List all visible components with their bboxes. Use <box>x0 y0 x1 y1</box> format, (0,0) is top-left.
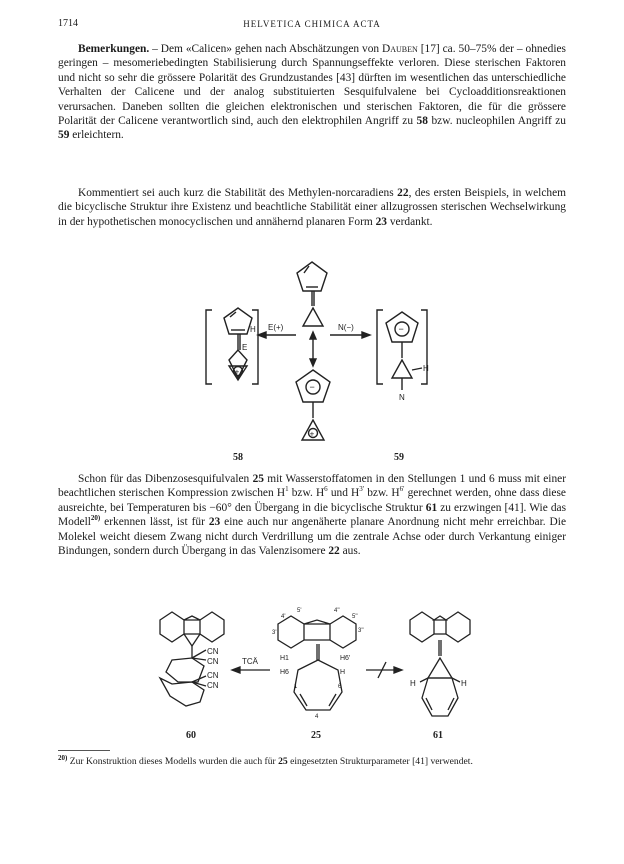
running-header <box>58 18 566 32</box>
cn-group: CN <box>207 681 219 690</box>
compound-ref: 23 <box>208 516 221 529</box>
hydrogen-label: H <box>340 669 346 676</box>
reaction-scheme-calicene <box>0 250 624 465</box>
footnote-mark: 20) <box>90 514 101 523</box>
position-label: 5'' <box>352 614 358 620</box>
cn-group: CN <box>207 657 219 666</box>
text-run: verdankt. <box>386 215 433 228</box>
compound-ref: 58 <box>416 115 428 128</box>
atom-h: H <box>423 364 429 373</box>
label-59: 59 <box>394 452 404 463</box>
label-58: 58 <box>233 452 243 463</box>
superscript: 6' <box>399 485 405 494</box>
text-run: erkennen lässt, ist für <box>100 516 209 529</box>
position-label: 1 <box>294 684 298 690</box>
superscript: 6 <box>324 485 328 494</box>
central-calicene <box>297 262 327 326</box>
compound-ref: 22 <box>328 545 340 558</box>
arrow-label-e: E(+) <box>268 323 284 332</box>
atom-h: H <box>410 679 416 688</box>
text-run: bzw. H <box>288 487 325 500</box>
position-label: 5' <box>297 608 302 614</box>
plus-charge: + <box>309 429 315 439</box>
text-run: Kommentiert sei auch kurz die Stabilität des Methylen-norcaradiens <box>78 187 398 199</box>
minus-charge: − <box>309 382 315 392</box>
text-run: zu erzwingen [41]. Wie das Modell <box>58 501 566 529</box>
zwitterion-form <box>296 370 330 440</box>
resonance-arrow <box>310 332 316 366</box>
electrophile-arrow <box>258 323 296 338</box>
atom-h: H <box>250 325 256 334</box>
structure-25 <box>272 608 364 720</box>
minus-charge: − <box>398 324 404 334</box>
atom-e: E <box>242 343 248 352</box>
structure-60 <box>160 612 224 706</box>
paragraph-norcaradien <box>58 186 566 229</box>
hydrogen-label: H6 <box>280 669 289 676</box>
text-run: bzw. H <box>364 487 400 500</box>
text-run: aus. <box>339 545 361 558</box>
reaction-scheme-dibenzo <box>0 598 624 746</box>
paragraph-bemerkungen <box>58 42 566 143</box>
text-run: , des ersten Beispiels, in welchem die bicyclische Struktur ihre Existenz und beachtliche Stabilität einer allzugrossen sterischen Wechselwirkung in der hypothetischen monocyclischen und annähernd planaren Form <box>58 187 566 228</box>
atom-n: N <box>399 393 405 402</box>
position-label: 4' <box>281 614 286 620</box>
text-run: und H <box>327 487 360 500</box>
atom-h: H <box>461 679 467 688</box>
compound-ref: 25 <box>278 756 288 767</box>
text-run: erleichtern. <box>69 129 124 142</box>
journal-title: HELVETICA CHIMICA ACTA <box>243 19 381 29</box>
compound-ref: 25 <box>252 473 264 485</box>
hydrogen-label: H1 <box>280 655 289 662</box>
paragraph-dibenzosesquifulvalen <box>58 472 566 558</box>
text-run: mit Wasserstoffatomen in den Stellungen 1 und 6 muss mit einer beachtlichen sterischen Kompression zwischen H <box>58 473 567 500</box>
footnote-number: 20) <box>58 753 68 762</box>
label-25: 25 <box>311 730 321 741</box>
position-label: 3'' <box>358 628 364 634</box>
text-run: gerechnet werden, ohne dass diese ausreichte, bei Temperaturen bis −60° den Übergang in die bicyclische Struktur <box>58 487 566 514</box>
footnote-rule <box>58 750 110 751</box>
position-label: 3' <box>272 630 277 636</box>
tcae-arrow <box>232 657 270 673</box>
superscript: 1 <box>285 485 289 494</box>
text-run: – Dem «Calicen» gehen nach Abschätzungen von <box>149 43 383 55</box>
label-61: 61 <box>433 730 443 741</box>
text-run: bzw. nucleophilen Angriff zu <box>427 115 567 128</box>
compound-ref: 22 <box>397 187 409 199</box>
blocked-arrow <box>366 662 402 678</box>
position-label: 6 <box>338 684 342 690</box>
label-60: 60 <box>186 730 196 741</box>
superscript: 3' <box>359 485 365 494</box>
plus-charge: + <box>234 367 240 377</box>
text-run: [17] ca. 50–75% der – ohnedies geringen – mesomeriebedingten Stabilisierung durch Spannungseffekte verloren. Diese sterischen Faktoren und nicht so sehr die grössere Polarität des Grundzustandes [43] dürften im wesentlichen das unterschiedliche Verhalten der Calicene und der analog substituierten Sesquifulvalene bei Cycloadditionsreaktionen verursachen. Daneben sollten die gleichen elektronischen und sterischen Faktoren, die für die grössere Polarität der Calicene verantwortlich sind, auch den elektrophilen Angriff zu <box>58 43 566 128</box>
section-lead: Bemerkungen. <box>78 43 150 55</box>
footnote <box>58 753 566 769</box>
text-run: eingesetzten Strukturparameter [41] verwendet. <box>287 756 473 767</box>
position-label: 4 <box>315 714 319 720</box>
page-number: 1714 <box>58 18 78 29</box>
structure-58 <box>206 308 258 384</box>
text-run: eine auch nur angenäherte planare Anordnung nicht mehr erreichbar. Die Molekel weicht diesem Zwang nicht durch Verdrillung um die zentrale Achse oder durch Verkantung einiger Bindungen, sondern durch Übergang in das Valenzisomere <box>58 516 566 558</box>
structure-61 <box>410 612 470 716</box>
compound-ref: 23 <box>375 215 387 228</box>
hydrogen-label: H6' <box>340 655 351 662</box>
arrow-label-tcae: TCÄ <box>242 657 258 666</box>
text-run: Zur Konstruktion dieses Modells wurden die auch für <box>67 756 279 767</box>
author-name: Dauben <box>382 43 418 55</box>
nucleophile-arrow <box>330 323 370 338</box>
cn-group: CN <box>207 671 219 680</box>
compound-ref: 61 <box>425 501 438 514</box>
text-run: Schon für das Dibenzosesquifulvalen <box>78 473 253 485</box>
position-label: 4'' <box>334 608 340 614</box>
compound-ref: 59 <box>58 129 70 142</box>
cn-group: CN <box>207 647 219 656</box>
arrow-label-n: N(−) <box>338 323 354 332</box>
structure-59 <box>377 310 429 402</box>
